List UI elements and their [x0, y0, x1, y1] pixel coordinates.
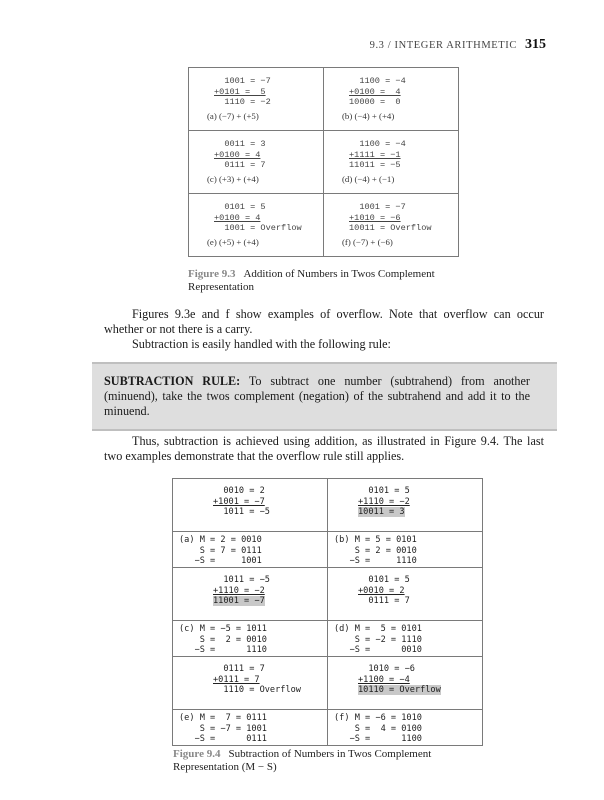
fig93-c-calc: 0011 = 3 +0100 = 4 0111 = 7	[214, 139, 266, 170]
fig93-a-calc: 1001 = −7 +0101 = 5 1110 = −2	[214, 76, 271, 107]
fig94-e-detail-cell	[173, 710, 328, 746]
fig94-f-sum-cell	[328, 657, 483, 710]
paragraph-overflow: Figures 9.3e and f show examples of overflow. Note that overflow can occur whether or not there is a carry.	[104, 307, 544, 336]
fig94-b-sum: 0101 = 5 +1110 = −2 10011 = 3	[358, 486, 410, 518]
fig93-f-caption: (f) (−7) + (−6)	[342, 237, 393, 247]
fig94-f-detail: (f) M = −6 = 1010 S = 4 = 0100 −S = 1100	[334, 713, 422, 745]
fig94-f-detail-cell	[328, 710, 483, 746]
fig94-c-sum-cell	[173, 568, 328, 621]
paragraph-subtraction: Subtraction is easily handled with the following rule:	[132, 336, 391, 351]
running-head	[370, 37, 546, 53]
rule-title: SUBTRACTION RULE:	[104, 374, 241, 388]
figure-9-4-text: Subtraction of Numbers in Twos Complement Representation (M − S)	[173, 748, 432, 773]
fig94-f-sum: 1010 = −6 +1100 = −4 10110 = Overflow	[358, 664, 441, 696]
page-number: 315	[525, 37, 546, 52]
fig93-e-caption: (e) (+5) + (+4)	[207, 237, 259, 247]
fig93-cell-d	[324, 131, 459, 194]
fig94-e-sum-cell	[173, 657, 328, 710]
fig93-cell-c	[189, 131, 324, 194]
body-text-2	[104, 434, 544, 464]
body-text-1	[104, 307, 544, 351]
fig94-e-detail: (e) M = 7 = 0111 S = −7 = 1001 −S = 0111	[179, 713, 267, 745]
fig93-d-calc: 1100 = −4 +1111 = −1 11011 = −5	[349, 139, 406, 170]
fig94-c-sum: 1011 = −5 +1110 = −2 11001 = −7	[213, 575, 270, 607]
fig94-d-sum-cell	[328, 568, 483, 621]
figure-9-3-text: Addition of Numbers in Twos Complement Representation	[188, 268, 435, 293]
fig93-cell-e	[189, 194, 324, 257]
fig93-c-caption: (c) (+3) + (+4)	[207, 174, 259, 184]
fig94-c-detail: (c) M = −5 = 1011 S = 2 = 0010 −S = 1110	[179, 624, 267, 656]
fig94-c-detail-cell	[173, 621, 328, 657]
fig94-d-detail: (d) M = 5 = 0101 S = −2 = 1110 −S = 0010	[334, 624, 422, 656]
fig94-e-sum: 0111 = 7 +0111 = 7 1110 = Overflow	[213, 664, 301, 696]
figure-9-4-caption	[173, 748, 473, 773]
figure-9-3-table	[188, 67, 459, 257]
figure-9-4-label: Figure 9.4	[173, 748, 221, 760]
fig94-b-sum-cell	[328, 479, 483, 532]
fig93-cell-a	[189, 68, 324, 131]
paragraph-subtraction-example: Thus, subtraction is achieved using addition, as illustrated in Figure 9.4. The last two examples demonstrate that the overflow rule still applies.	[104, 434, 544, 463]
fig93-cell-b	[324, 68, 459, 131]
fig94-a-detail: (a) M = 2 = 0010 S = 7 = 0111 −S = 1001	[179, 535, 262, 567]
fig93-b-caption: (b) (−4) + (+4)	[342, 111, 395, 121]
fig94-a-sum: 0010 = 2 +1001 = −7 1011 = −5	[213, 486, 270, 518]
fig93-f-calc: 1001 = −7 +1010 = −6 10011 = Overflow	[349, 202, 432, 233]
rule-text: To subtract one number (subtrahend) from another (minuend), take the twos complement (negation) of the subtrahend and add it to the minuend.	[104, 374, 530, 418]
fig93-cell-f	[324, 194, 459, 257]
fig94-b-detail-cell	[328, 532, 483, 568]
figure-9-4-table	[172, 478, 483, 746]
running-title: 9.3 / INTEGER ARITHMETIC	[369, 40, 517, 51]
figure-9-3-caption	[188, 268, 468, 293]
fig93-b-calc: 1100 = −4 +0100 = 4 10000 = 0	[349, 76, 406, 107]
figure-9-3-label: Figure 9.3	[188, 268, 236, 280]
fig93-d-caption: (d) (−4) + (−1)	[342, 174, 395, 184]
fig93-e-calc: 0101 = 5 +0100 = 4 1001 = Overflow	[214, 202, 302, 233]
fig94-d-sum: 0101 = 5 +0010 = 2 0111 = 7	[358, 575, 410, 607]
subtraction-rule-box	[92, 362, 557, 431]
fig94-a-detail-cell	[173, 532, 328, 568]
fig94-a-sum-cell	[173, 479, 328, 532]
fig93-a-caption: (a) (−7) + (+5)	[207, 111, 259, 121]
fig94-d-detail-cell	[328, 621, 483, 657]
fig94-b-detail: (b) M = 5 = 0101 S = 2 = 0010 −S = 1110	[334, 535, 417, 567]
